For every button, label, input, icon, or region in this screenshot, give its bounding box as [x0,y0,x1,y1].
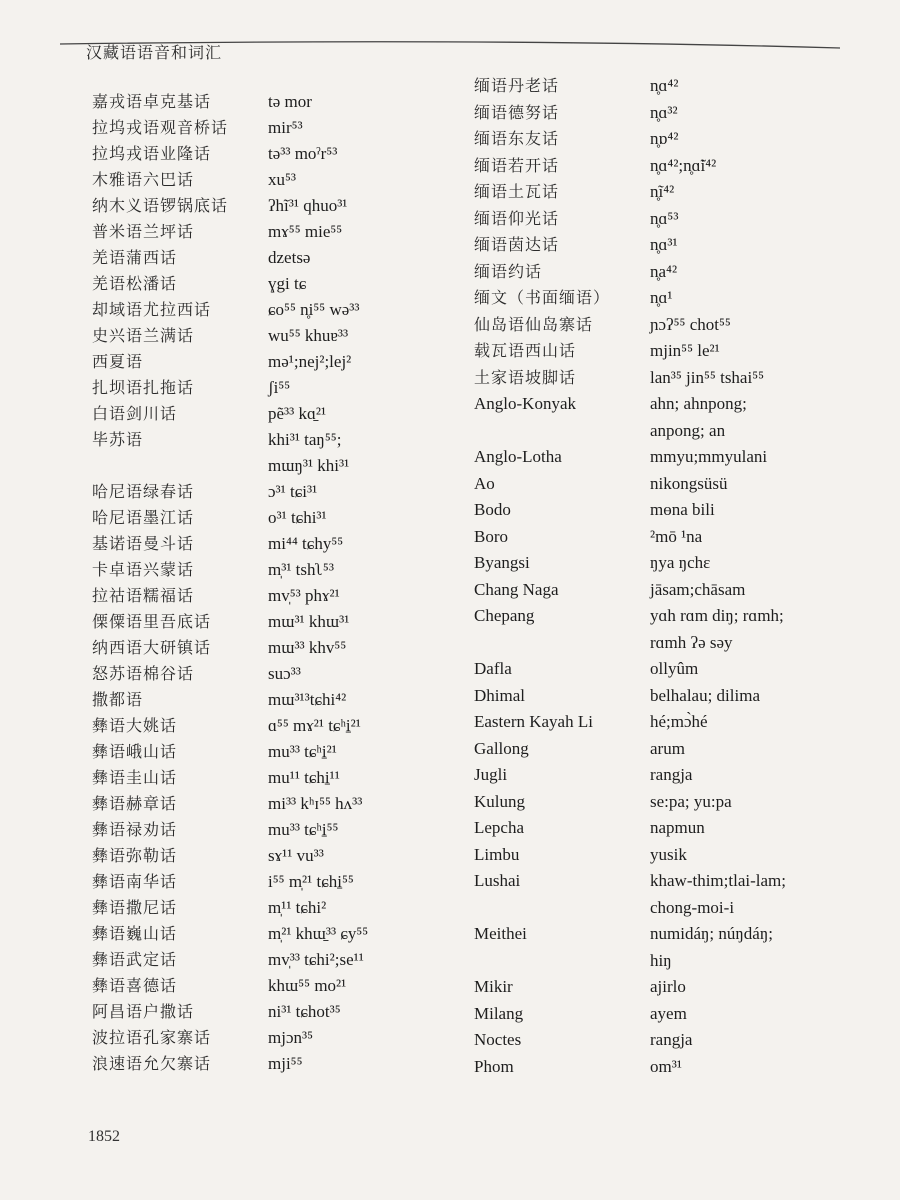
word-form: n̥ɑ⁵³ [650,208,679,228]
word-form: n̥ɑ⁴²;n̥ɑ̃i⁴² [650,155,717,175]
word-form: n̥ɒ⁴² [650,129,679,148]
language-name: Ao [474,473,495,493]
entry-row [92,560,334,580]
language-name: 彝语大姚话 [92,716,178,735]
word-form: mi³³ kʰɪ⁵⁵ hʌ³³ [268,794,363,813]
language-name: Lushai [474,871,521,890]
word-form: lan³⁵ jin⁵⁵ tshai⁵⁵ [650,367,765,387]
entry-row [474,606,784,626]
word-form: om³¹ [650,1056,682,1076]
entry-row [92,768,340,788]
word-form: sɤ¹¹ vu³³ [268,846,324,865]
word-form: n̥ɑ⁴² [650,76,679,95]
language-name: 彝语峨山话 [92,742,178,761]
entry-row [474,76,679,96]
language-name: 仙岛语仙岛寨话 [474,314,594,334]
word-form: se:pa; yu:pa [650,791,732,811]
running-head: 汉藏语语音和词汇 [86,43,223,62]
word-form: khɯ⁵⁵ mo²¹ [268,976,347,995]
entry-row [92,534,344,554]
word-form: mə¹;nej²;lej² [268,352,352,371]
word-form: mu¹¹ tɕhi̠¹¹ [268,768,340,787]
entry-row [474,738,685,759]
word-form: mv̩³³ tɕhi²;se¹¹ [268,950,364,969]
entry-row [474,447,768,467]
language-name: 彝语禄劝话 [92,820,178,839]
entry-row [474,394,747,414]
language-name: Dafla [474,659,512,678]
word-form: mɵna bili [650,500,715,519]
language-name: 木雅语六巴话 [92,170,195,189]
language-name: 缅语东友话 [474,129,560,148]
entry-row [474,1056,682,1077]
word-form: tə³³ moˀr⁵³ [268,144,338,163]
word-form: ʔhĩ³¹ qhuo³¹ [268,196,348,215]
word-form: n̥ɑ³² [650,102,678,122]
language-name: Jugli [474,765,508,784]
word-form: ŋya ŋchɛ [650,553,711,572]
language-name: 傈僳语里吾底话 [92,612,212,631]
word-form: ayem [650,1003,687,1023]
page-number: 1852 [88,1128,120,1145]
word-form: m̩²¹ khɯ̠³³ ɕy⁵⁵ [268,924,369,943]
entry-row [92,742,337,762]
word-form: m̩³¹ tshʅ⁵³ [268,560,334,579]
language-name: Milang [474,1003,524,1023]
entry-row [474,765,693,785]
word-form: mjin⁵⁵ le²¹ [650,341,720,360]
language-name: 却域语尤拉西话 [92,300,212,319]
language-name: 纳木义语锣锅底话 [92,196,229,215]
entry-row [92,976,347,996]
entry-row [92,326,349,346]
entry-row [474,791,732,812]
language-name: Phom [474,1056,514,1076]
entry-row [474,1030,693,1050]
entry-row [474,685,760,706]
word-form: ɑ⁵⁵ mɤ²¹ tɕʰi̠²¹ [268,716,361,735]
language-name: 白语剑川话 [92,404,178,423]
entry-row [92,508,327,528]
language-name: 拉坞戎语观音桥话 [92,118,229,137]
language-name: Limbu [474,844,520,864]
word-form: ni³¹ tɕhot³⁵ [268,1002,341,1021]
word-form: yusik [650,844,687,864]
entry-row [474,579,746,600]
entry-row [92,950,364,970]
entry-row [474,129,679,149]
language-name: 缅语土瓦话 [474,182,560,201]
language-name: 浪速语允欠寨话 [92,1054,212,1073]
word-form: dzetsə [268,248,311,267]
language-name: Anglo-Konyak [474,394,576,413]
word-form: khaw-thim;tlai-lam; [650,871,786,890]
word-form: anpong; an [650,420,726,440]
language-name: 土家语坡脚话 [474,367,577,387]
language-name: 哈尼语绿春话 [92,482,195,501]
language-name: Chepang [474,606,535,625]
entry-row [474,526,703,547]
word-form: mu³³ tɕʰi̠⁵⁵ [268,820,339,839]
entry-row [92,196,348,216]
word-form: n̥ɑ¹ [650,288,673,307]
language-name: 羌语蒲西话 [92,248,178,267]
entry-row [92,924,369,944]
entry-row [474,261,678,282]
entry-row [474,288,673,308]
language-name: 缅文（书面缅语） [474,288,611,307]
entry-row [92,716,361,736]
entry-row [474,977,686,997]
entry-row [92,404,327,424]
word-form: rangja [650,1030,693,1049]
entry-row [92,1028,314,1048]
language-name: 彝语弥勒话 [92,846,178,865]
language-name: 卡卓语兴蒙话 [92,560,195,579]
entry-row [474,473,728,494]
word-form: pẽ³³ kɑ̱²¹ [268,404,327,423]
language-name: Bodo [474,500,511,519]
language-name: 彝语南华话 [92,872,178,891]
word-form: xu⁵³ [268,170,297,189]
entry-row [92,638,347,658]
language-name: Chang Naga [474,579,559,599]
word-form: ollyûm [650,659,699,678]
entry-row [474,924,773,944]
entry-row [474,102,678,123]
word-form: mmyu;mmyulani [650,447,768,466]
language-name: 缅语仰光话 [474,208,560,228]
language-name: Kulung [474,791,525,811]
word-form: hiŋ [650,950,672,970]
entry-row [92,352,352,372]
entry-row [92,378,291,398]
word-form: napmun [650,818,705,837]
entry-row [474,844,687,865]
entry-row [474,818,705,838]
word-form: ɕo⁵⁵ n̥i⁵⁵ wə³³ [268,300,360,319]
entry-row [92,898,327,918]
word-form: ɣgi tɕ [268,274,307,293]
language-name: Lepcha [474,818,525,837]
entry-row [92,794,363,814]
language-name: Byangsi [474,553,530,572]
word-form: yɑh rɑm diŋ; rɑmh; [650,606,784,625]
word-form: n̥ĩ⁴² [650,182,675,201]
language-name: 基诺语曼斗话 [92,534,195,553]
language-name: 阿昌语户撒话 [92,1002,195,1021]
language-name: 史兴语兰满话 [92,326,195,345]
language-name: 彝语喜德话 [92,976,178,995]
language-name: 撒都语 [92,690,144,709]
language-name: 缅语德努话 [474,102,560,122]
language-name: Mikir [474,977,513,996]
entry-row [92,482,318,502]
language-name: 拉坞戎语业隆话 [92,144,212,163]
language-name: Gallong [474,738,529,758]
entry-row [474,1003,687,1024]
language-name: 哈尼语墨江话 [92,508,195,527]
word-form: mv̩⁵³ phɤ²¹ [268,586,340,605]
word-form: rangja [650,765,693,784]
word-form: mu³³ tɕʰi̠²¹ [268,742,337,761]
word-form: arum [650,738,685,758]
entry-row [474,553,711,573]
word-form: ²mō ¹na [650,526,703,546]
language-name: Dhimal [474,685,525,705]
entry-row [92,846,324,866]
word-form: ahn; ahnpong; [650,394,747,413]
language-name: 缅语茵达话 [474,235,560,254]
word-form: tə mor [268,92,312,111]
language-name: 彝语巍山话 [92,924,178,943]
word-form: wu⁵⁵ khuɐ³³ [268,326,349,345]
language-name: Meithei [474,924,527,943]
entry-row [474,712,708,732]
entry-row [474,208,679,229]
word-form: khi³¹ taŋ⁵⁵; [268,430,342,449]
word-form: mɯ³¹ khɯ³¹ [268,612,350,631]
entry-row [92,820,339,840]
entry-row [474,367,765,388]
language-name: 彝语撒尼话 [92,898,178,917]
entry-row [92,430,342,450]
entry-row [92,612,350,632]
language-name: 拉祜语糯福话 [92,586,195,605]
entry-row [474,155,717,176]
entry-row [474,341,720,361]
entry-row [92,144,338,164]
word-form: belhalau; dilima [650,685,760,705]
entry-row [92,248,311,268]
entry-row [92,274,307,294]
language-name: Noctes [474,1030,522,1049]
entry-row [92,222,343,242]
entry-row [474,871,786,891]
word-form: o³¹ tɕhi³¹ [268,508,327,527]
entry-row [474,235,678,255]
word-form: n̥ɑ³¹ [650,235,678,254]
language-name: 缅语约话 [474,261,543,281]
language-name: 彝语赫章话 [92,794,178,813]
language-name: 载瓦语西山话 [474,341,577,360]
entry-row [92,170,297,190]
entry-row [92,118,303,138]
entry-row [92,1054,303,1074]
language-name: 羌语松潘话 [92,274,178,293]
language-name: 嘉戎语卓克基话 [92,92,212,111]
entry-row [474,500,715,520]
word-form: nikongsüsü [650,473,728,493]
entry-row [92,690,347,710]
entry-row [474,314,731,335]
word-form: mɯŋ³¹ khi³¹ [268,456,350,475]
language-name: Boro [474,526,508,546]
word-form: ɲɔʔ⁵⁵ chot⁵⁵ [650,314,731,334]
entry-row [92,300,360,320]
word-form: suɔ³³ [268,664,301,683]
word-form: i⁵⁵ m̩²¹ tɕhi̠⁵⁵ [268,872,354,891]
language-name: 毕苏语 [92,430,144,449]
entry-row [474,182,675,202]
word-form: mɯ³³ khv⁵⁵ [268,638,347,657]
word-form: jāsam;chāsam [650,579,746,599]
word-form: ajirlo [650,977,686,996]
entry-row [92,872,354,892]
word-form: ɔ³¹ tɕi³¹ [268,482,318,501]
language-name: 纳西语大研镇话 [92,638,212,657]
language-name: 彝语圭山话 [92,768,178,787]
language-name: 普米语兰坪话 [92,222,195,241]
word-form: m̩¹¹ tɕhi² [268,898,327,917]
language-name: Anglo-Lotha [474,447,562,466]
language-name: 怒苏语棉谷话 [92,664,195,683]
entry-row [92,92,312,112]
language-name: 扎坝语扎拖话 [92,378,195,397]
word-form: numidáŋ; núŋdáŋ; [650,924,773,943]
entry-row [92,664,301,684]
entry-row [92,1002,341,1022]
entry-row [92,586,340,606]
word-form: mi⁴⁴ tɕhy⁵⁵ [268,534,344,553]
word-form: n̥a⁴² [650,261,678,281]
entry-row [474,659,699,679]
language-name: 波拉语孔家寨话 [92,1028,212,1047]
language-name: 彝语武定话 [92,950,178,969]
word-form: mɯ³¹³tɕhi⁴² [268,690,347,709]
word-form: chong-moi-i [650,897,735,917]
word-form: ʃi⁵⁵ [268,378,291,397]
language-name: 缅语若开话 [474,155,560,175]
word-form: mir⁵³ [268,118,303,137]
language-name: 西夏语 [92,352,144,371]
language-name: Eastern Kayah Li [474,712,593,731]
word-form: mji⁵⁵ [268,1054,303,1073]
word-form: hé;mɔ̀hé [650,712,708,731]
word-form: mɤ⁵⁵ mie⁵⁵ [268,222,343,241]
word-form: mjɔn³⁵ [268,1028,314,1047]
word-form: rɑmh ʔə səy [650,632,733,652]
language-name: 缅语丹老话 [474,76,560,95]
